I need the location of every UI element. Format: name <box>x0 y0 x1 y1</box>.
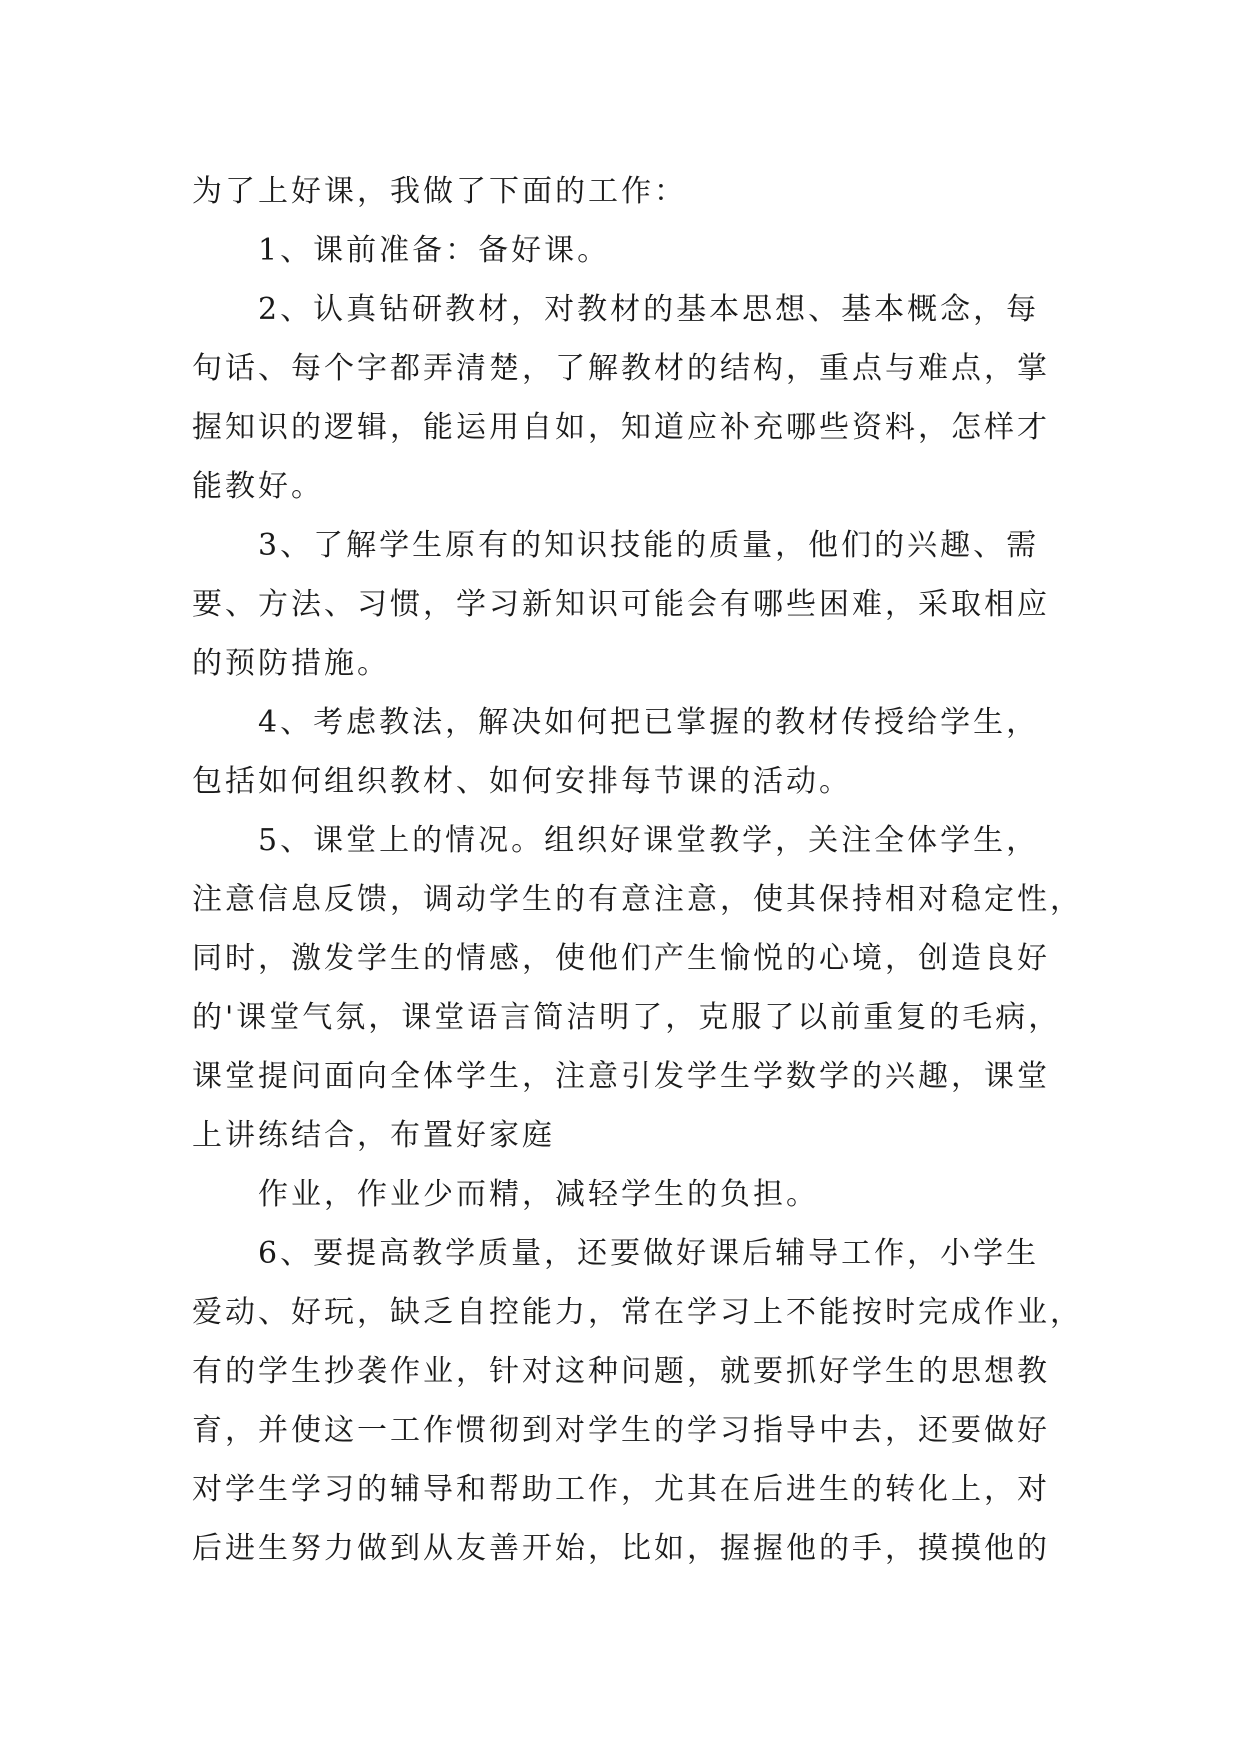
item-5-line: 5、课堂上的情况。组织好课堂教学，关注全体学生， <box>258 823 1040 858</box>
item-6-line: 对学生学习的辅导和帮助工作，尤其在后进生的转化上，对 <box>192 1472 1050 1507</box>
item-5-line: 的'课堂气氛，课堂语言简洁明了，克服了以前重复的毛病， <box>192 1000 1062 1035</box>
item-5-line: 上讲练结合，布置好家庭 <box>192 1118 555 1153</box>
intro-line: 为了上好课，我做了下面的工作： <box>192 174 687 209</box>
item-6-line: 育，并使这一工作惯彻到对学生的学习指导中去，还要做好 <box>192 1413 1050 1448</box>
item-4-line: 包括如何组织教材、如何安排每节课的活动。 <box>192 764 852 799</box>
item-2-line: 句话、每个字都弄清楚，了解教材的结构，重点与难点，掌 <box>192 351 1050 386</box>
item-1-line: 1、课前准备：备好课。 <box>258 233 611 268</box>
item-4-line: 4、考虑教法，解决如何把已掌握的教材传授给学生， <box>258 705 1040 740</box>
item-3-line: 3、了解学生原有的知识技能的质量，他们的兴趣、需 <box>258 528 1040 563</box>
item-2-line: 能教好。 <box>192 469 324 504</box>
item-2-line: 2、认真钻研教材，对教材的基本思想、基本概念，每 <box>258 292 1040 327</box>
item-6-line: 后进生努力做到从友善开始，比如，握握他的手，摸摸他的 <box>192 1531 1050 1566</box>
item-5-line: 同时，激发学生的情感，使他们产生愉悦的心境，创造良好 <box>192 941 1050 976</box>
item-3-line: 的预防措施。 <box>192 646 390 681</box>
item-6-line: 有的学生抄袭作业，针对这种问题，就要抓好学生的思想教 <box>192 1354 1050 1389</box>
item-3-line: 要、方法、习惯，学习新知识可能会有哪些困难，采取相应 <box>192 587 1050 622</box>
item-5-line: 注意信息反馈，调动学生的有意注意，使其保持相对稳定性， <box>192 882 1083 917</box>
item-2-line: 握知识的逻辑，能运用自如，知道应补充哪些资料，怎样才 <box>192 410 1050 445</box>
item-6-line: 爱动、好玩，缺乏自控能力，常在学习上不能按时完成作业， <box>192 1295 1083 1330</box>
item-6-line: 6、要提高教学质量，还要做好课后辅导工作，小学生 <box>258 1236 1040 1271</box>
item-5-line: 课堂提问面向全体学生，注意引发学生学数学的兴趣，课堂 <box>192 1059 1050 1094</box>
item-5-continuation-line: 作业，作业少而精，减轻学生的负担。 <box>258 1177 819 1212</box>
document-body <box>192 162 1083 1578</box>
